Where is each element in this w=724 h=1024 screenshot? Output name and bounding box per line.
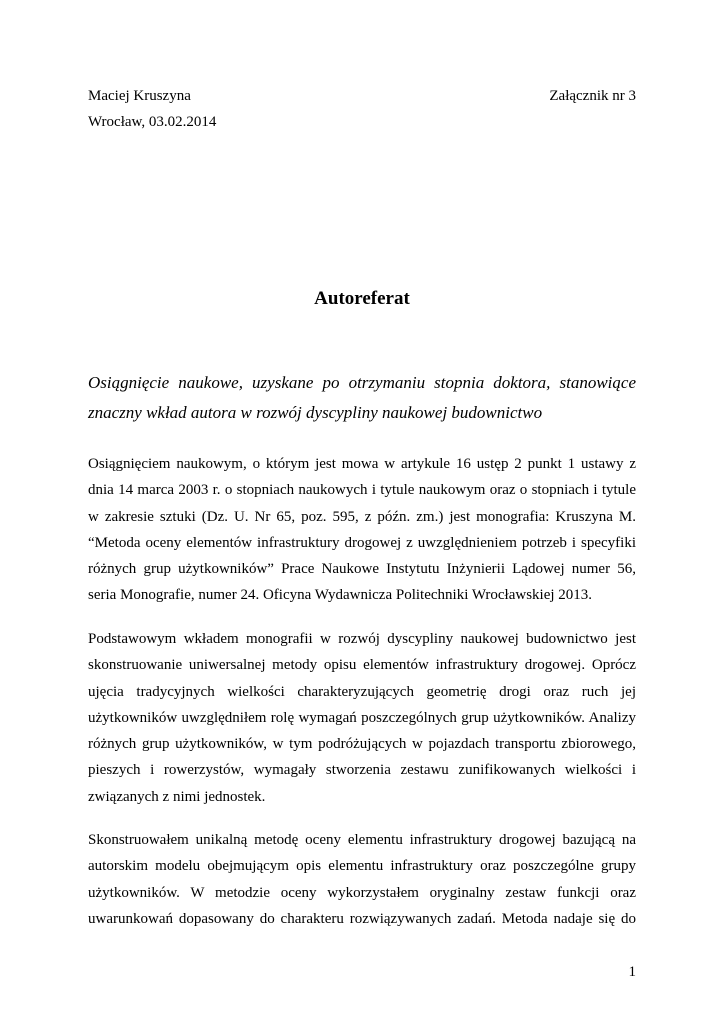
attachment-label: Załącznik nr 3 — [549, 88, 636, 104]
document-title: Autoreferat — [314, 288, 410, 309]
paragraph-2: Podstawowym wkładem monografii w rozwój dyscypliny naukowej budownictwo jest skonstruowanie uniwersalnej metody opisu elementów infrastruktury drogowej. Oprócz ujęcia tradycyjnych wielkości charakteryzujących geometrię drogi oraz ruch jej użytkowników uwzględniłem rolę wymagań poszczególnych grup użytkowników. Analizy różnych grup użytkowników, w tym podróżujących w pojazdach transportu zbiorowego, pieszych i rowerzystów, wymagały stworzenia zestawu zunifikowanych wielkości i związanych z nimi jednostek. — [88, 631, 636, 805]
paragraph-3: Skonstruowałem unikalną metodę oceny elementu infrastruktury drogowej bazującą na autorskim modelu obejmującym opis elementu infrastruktury oraz poszczególne grupy użytkowników. W metodzie oceny wykorzystałem oryginalny zestaw funkcji oraz uwarunkowań dopasowany do charakteru rozwiązywanych zadań. Metoda nadaje się do — [88, 832, 636, 927]
paragraph-1: Osiągnięciem naukowym, o którym jest mowa w artykule 16 ustęp 2 punkt 1 ustawy z dnia 14 marca 2003 r. o stopniach naukowych i tytule naukowym oraz o stopniach i tytule w zakresie sztuki (Dz. U. Nr 65, poz. 595, z późn. zm.) jest monografia: Kruszyna M. “Metoda oceny elementów infrastruktury drogowej z uwzględnieniem potrzeb i specyfiki różnych grup użytkowników” Prace Naukowe Instytutu Inżynierii Lądowej numer 56, seria Monografie, numer 24. Oficyna Wydawnicza Politechniki Wrocławskiej 2013. — [88, 456, 636, 604]
place-and-date: Wrocław, 03.02.2014 — [88, 114, 217, 130]
document-subtitle: Osiągnięcie naukowe, uzyskane po otrzymaniu stopnia doktora, stanowiące znaczny wkład autora w rozwój dyscypliny naukowej budownictwo — [88, 373, 636, 422]
page-number: 1 — [628, 964, 636, 980]
author-name: Maciej Kruszyna — [88, 88, 191, 104]
